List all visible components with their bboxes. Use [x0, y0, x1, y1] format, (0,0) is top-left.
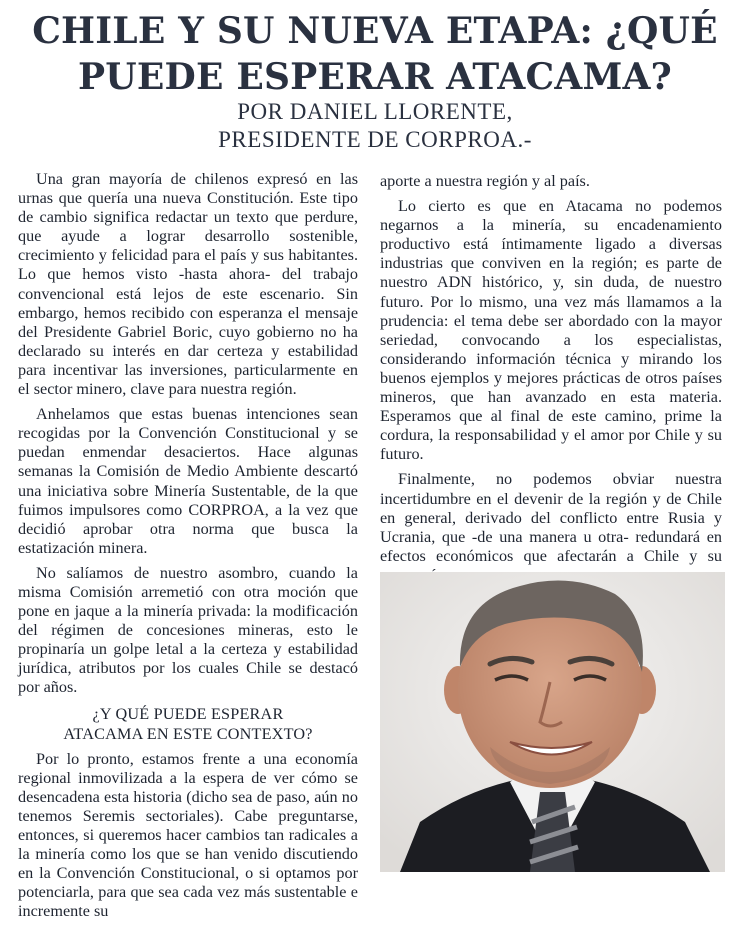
- paragraph: Anhelamos que estas buenas intenciones sean recogidas por la Convención Constitucional y se puedan enmendar desaciertos. Hace algunas semanas la Comisión de Medio Ambiente descartó una iniciativa sobre Minería Sustentable, de la que fuimos impulsores como CORPROA, a la vez que decidió aprobar otra norma que busca la estatización minera.: [18, 405, 358, 557]
- subheading-line-1: ¿Y QUÉ PUEDE ESPERAR: [92, 704, 284, 723]
- author-portrait-photo: [380, 572, 725, 872]
- title-line-1: CHILE Y SU NUEVA ETAPA: ¿QUÉ: [32, 10, 718, 52]
- article-title: [0, 8, 750, 100]
- paragraph: Finalmente, no podemos obviar nuestra incertidumbre en el devenir de la región y de Chile en general, derivado del conflicto entre Rusia y Ucrania, que -de una manera u otra- redundará en efectos económicos que afectarán a Chile y su: [380, 470, 722, 565]
- title-line-2: PUEDE ESPERAR ATACAMA?: [78, 56, 672, 98]
- byline: [0, 98, 750, 154]
- left-column: [18, 170, 358, 927]
- byline-author: POR DANIEL LLORENTE,: [237, 99, 513, 124]
- portrait-illustration: [380, 572, 725, 872]
- paragraph: No salíamos de nuestro asombro, cuando la misma Comisión arremetió con otra moción que pone en jaque a la minería privada: la modificación del régimen de concesiones mineras, esto le propinaría un golpe letal a la certeza y estabilidad jurídica, atributos por los cuales Chile se destacó por años.: [18, 563, 358, 697]
- paragraph: Por lo pronto, estamos frente a una economía regional inmovilizada a la espera de ver cómo se desencadena esta historia (dicho sea de paso, aún no tenemos Seremis sectoriales). Cabe preguntarse, entonces, si queremos hacer cambios tan radicales a la minería como los que se han venido discutiendo en la Convención Constitucional, o si optamos por potenciarla, para que sea cada vez más sustentable e incremente su: [18, 749, 358, 921]
- paragraph: Una gran mayoría de chilenos expresó en las urnas que quería una nueva Constitución. Este tipo de cambio significa redactar un texto que perdure, que ayude a lograr desarrollo sostenible, crecimiento y felicidad para el país y sus habitantes. Lo que hemos visto -hasta ahora- del trabajo convencional está lejos de este escenario. Sin embargo, hemos recibido con esperanza el mensaje del Presidente Gabriel Boric, cuyo gobierno no ha declarado su interés en dar certeza y estabilidad para incentivar las inversiones, particularmente en el sector minero, clave para nuestra región.: [18, 170, 358, 399]
- section-subheading: [18, 704, 358, 744]
- paragraph: Lo cierto es que en Atacama no podemos negarnos a la minería, su encadenamiento productivo está íntimamente ligado a diversas industrias que conviven en la región; es parte de nuestro ADN histórico, y, sin duda, de nuestro futuro. Por lo mismo, una vez más llamamos a la prudencia: el tema debe ser abordado con la mayor seriedad, convocando a los especialistas, considerando información técnica y mirando los buenos ejemplos y mejores prácticas de otros países mineros, que han avanzado en esta materia. Esperamos que al final de este camino, prime la cordura, la responsabilidad y el amor por Chile y su futuro.: [380, 197, 722, 464]
- right-column: [380, 172, 722, 591]
- paragraph-continuation: aporte a nuestra región y al país.: [380, 172, 590, 190]
- byline-role: PRESIDENTE DE CORPROA.-: [218, 127, 532, 152]
- subheading-line-2: ATACAMA EN ESTE CONTEXTO?: [63, 724, 313, 743]
